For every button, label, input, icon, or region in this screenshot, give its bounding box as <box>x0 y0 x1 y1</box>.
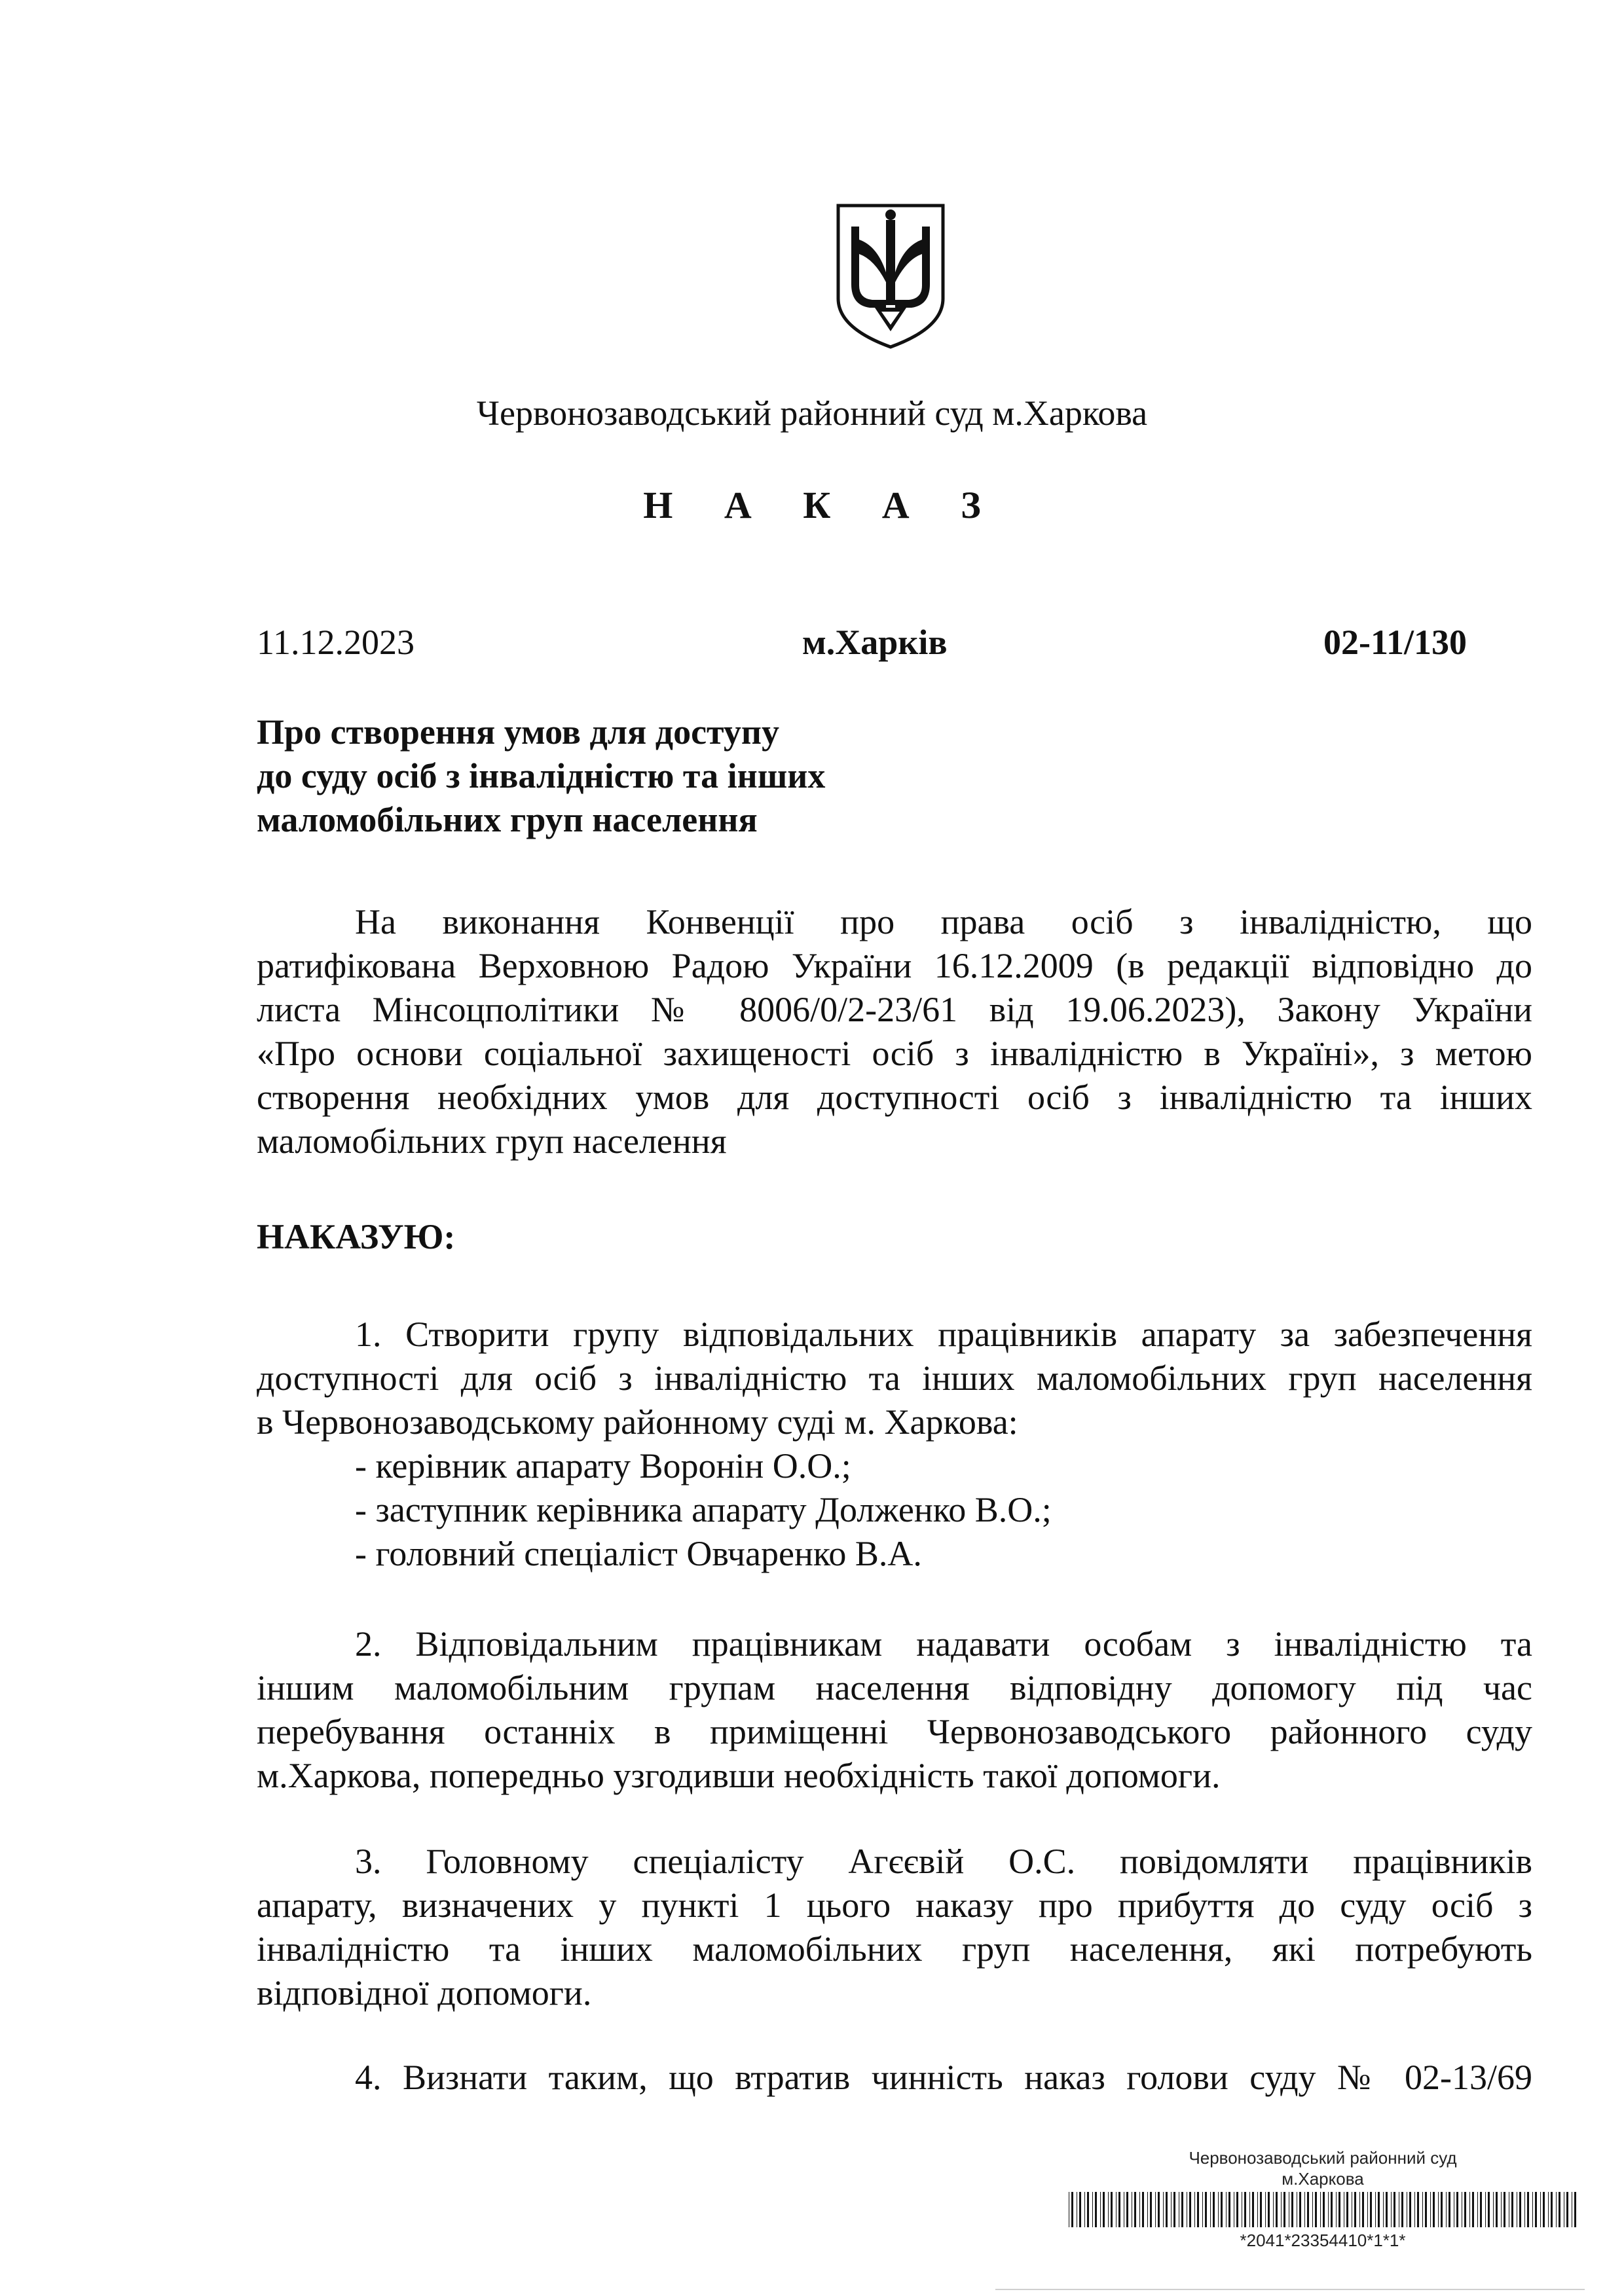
document-number: 02-11/130 <box>1323 623 1467 662</box>
text-line: іншим маломобільним групам населення відповідну допомогу під час <box>257 1668 1532 1707</box>
text-line: 3. Головному спеціалісту Агєєвій О.С. повідомляти працівників <box>355 1842 1532 1881</box>
registration-stamp <box>1067 2147 1578 2250</box>
page-edge-line <box>995 2289 1585 2290</box>
trident-emblem-icon <box>832 200 950 351</box>
document-title: Н А К А З <box>643 484 1002 526</box>
text-line: «Про основи соціальної захищеності осіб з інвалідністю в Україні», з метою <box>257 1034 1532 1073</box>
text-line: в Червонозаводському районному суді м. Харкова: <box>257 1402 1018 1442</box>
responsible-staff-list <box>355 1444 1052 1576</box>
text-line: 4. Визнати таким, що втратив чинність наказ голови суду № 02-13/69 <box>355 2058 1532 2097</box>
item-3-paragraph <box>257 1840 1532 2015</box>
item-1-paragraph <box>257 1313 1532 1444</box>
stamp-court-name: Червонозаводський районний суд <box>1189 2148 1457 2168</box>
text-line: створення необхідних умов для доступності осіб з інвалідністю та інших <box>257 1078 1532 1117</box>
list-item: - керівник апарату Воронін О.О.; <box>355 1446 851 1485</box>
order-directive-heading: НАКАЗУЮ: <box>257 1217 456 1256</box>
subject-line: до суду осіб з інвалідністю та інших <box>257 756 826 795</box>
list-item: - головний спеціаліст Овчаренко В.А. <box>355 1534 922 1573</box>
order-subject <box>257 710 977 842</box>
text-line: м.Харкова, попередньо узгодивши необхідність такої допомоги. <box>257 1756 1221 1795</box>
text-line: листа Мінсоцполітики № 8006/0/2-23/61 від 19.06.2023), Закону України <box>257 990 1532 1029</box>
text-line: 1. Створити групу відповідальних працівників апарату за забезпечення <box>355 1315 1532 1354</box>
text-line: апарату, визначених у пункті 1 цього наказу про прибуття до суду осіб з <box>257 1886 1532 1925</box>
text-line: ратифікована Верховною Радою України 16.12.2009 (в редакції відповідно до <box>257 946 1532 985</box>
preamble-paragraph <box>257 900 1532 1163</box>
text-line: інвалідністю та інших маломобільних груп населення, які потребують <box>257 1929 1532 1969</box>
subject-line: маломобільних груп населення <box>257 800 758 839</box>
document-city: м.Харків <box>802 623 948 662</box>
text-line: відповідної допомоги. <box>257 1973 592 2013</box>
text-line: На виконання Конвенції про права осіб з інвалідністю, що <box>355 902 1532 941</box>
stamp-city: м.Харкова <box>1282 2169 1364 2189</box>
barcode-number: *2041*23354410*1*1* <box>1240 2231 1406 2250</box>
text-line: маломобільних груп населення <box>257 1121 727 1161</box>
list-item: - заступник керівника апарату Долженко В.О.; <box>355 1490 1052 1529</box>
text-line: доступності для осіб з інвалідністю та інших маломобільних груп населення <box>257 1358 1532 1398</box>
text-line: 2. Відповідальним працівникам надавати особам з інвалідністю та <box>355 1624 1532 1664</box>
court-name: Червонозаводський районний суд м.Харкова <box>476 393 1148 433</box>
item-4-paragraph <box>257 2056 1532 2100</box>
text-line: перебування останніх в приміщенні Червонозаводського районного суду <box>257 1712 1532 1751</box>
barcode-icon <box>1067 2192 1578 2227</box>
document-date: 11.12.2023 <box>257 623 415 662</box>
item-2-paragraph <box>257 1622 1532 1798</box>
subject-line: Про створення умов для доступу <box>257 712 779 752</box>
